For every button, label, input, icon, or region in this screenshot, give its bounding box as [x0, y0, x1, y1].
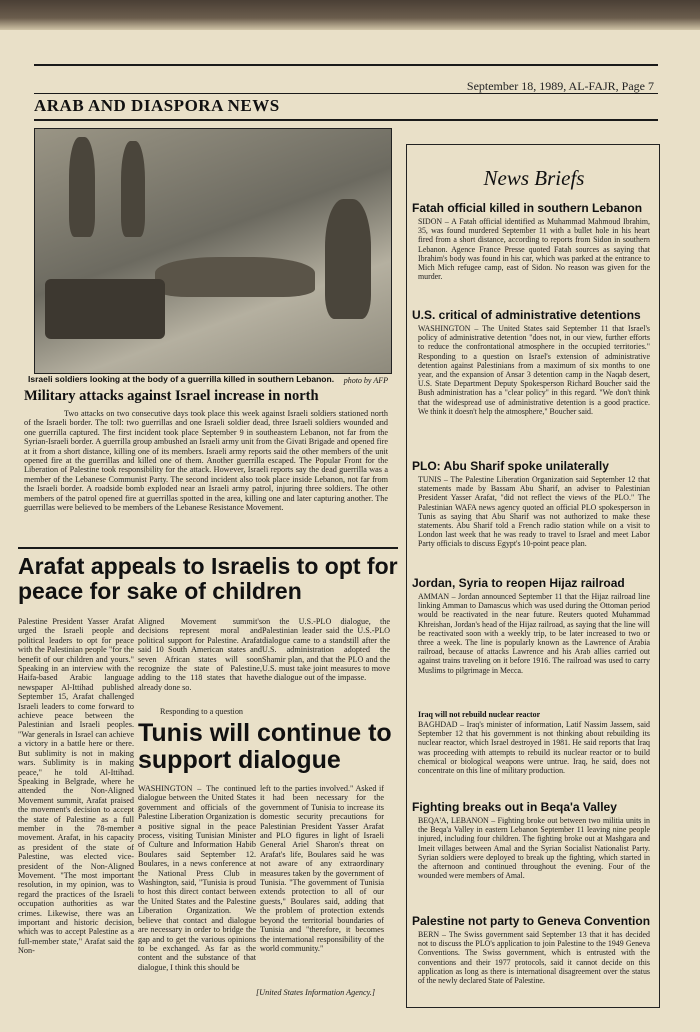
brief5-body: BAGHDAD – Iraq's minister of information, Latif Nassim Jassem, said September 12 that his government is not thinking about rebuilding its nuclear reactor, which Israel destroyed in 1981. He said reports that Iraq was proceeding with attempts to rebuild its nuclear reactor or to build chemical or biological weapons were untrue. Iraq, he said, does not concentrate on this line of military production.	[418, 720, 650, 776]
page-binding	[0, 0, 700, 30]
article3-col1: WASHINGTON – The continued dialogue between the United States government and officials of the Palestine Liberation Organization is a positive signal in the peace process, visiting Tunisian Minister of Culture and Information Habib Boulares said September 12. Boulares, in a news conference at the National Press Club in Washington, said, "Tunisia is proud to host this direct contact between the United States and the Palestine Liberation Organization. We believe that contact and dialogue are necessary in order to bridge the gap and to get the various opinions to be exchanged. As far as the content and the substance of that dialogue, I think this should be	[138, 784, 256, 972]
brief3-body: TUNIS – The Palestine Liberation Organization said September 12 that statements made by Bassam Abu Sharif, an adviser to Palestinian President Yasser Arafat, "did not reflect the views of the PLO." The Palestinian WAFA news agency quoted an official PLO spokesperson in Tunis as saying that Abu Sharif was not authorized to make these statements. Abu Sharif told a French radio station while on a visit to London last week that he was ready to travel to Israel and meet Labor Party officials to discuss Egypt's 10-point peace plan.	[418, 475, 650, 549]
section-title: ARAB AND DIASPORA NEWS	[34, 96, 280, 115]
photo-credit: photo by AFP	[343, 376, 388, 385]
top-rule	[34, 64, 658, 66]
article3-col2: left to the parties involved." Asked if it had been necessary for the government of Tunisia to increase its domestic security precautions for Palestinian President Yasser Arafat and PLO figures in light of Israeli General Ariel Sharon's threat on Arafat's life, Boulares said he was not aware of any extraordinary measures taken by the government of Tunisia. "The government of Tunisia extends protection to all of our guests," Boulares said, adding that the problem of protection extends beyond the territorial boundaries of Tunisia and "therefore, it becomes the international responsibility of the world community."	[260, 784, 384, 953]
article1-headline: Military attacks against Israel increase in north	[24, 388, 319, 404]
news-briefs-title: News Briefs	[483, 166, 585, 190]
brief1-body: SIDON – A Fatah official identified as Muhammad Mahmoud Ibrahim, 35, was found murdered September 11 with a bullet hole in his heart fired from a short distance, according to reports from Sidon in southern Lebanon. Agence France Presse quoted Fatah sources as saying that Ibrahim's body was found in his car, which was parked at the entrance to Mich Mich refugee camp, east of Sidon. No reason was given for the murder.	[418, 217, 650, 282]
brief5-headline: Iraq will not rebuild nuclear reactor	[418, 710, 541, 719]
news-photo	[34, 128, 392, 374]
photo-caption: Israeli soldiers looking at the body of a guerrilla killed in southern Lebanon.	[28, 374, 335, 384]
article3-credit: [United States Information Agency.]	[256, 988, 376, 997]
soldier-figure	[121, 141, 145, 237]
brief7-body: BERN – The Swiss government said September 13 that it has decided not to discuss the PLO's application to join Palestine to the 1949 Geneva Conventions. The Swiss government, which is entrusted with the conventions and their 1977 protocols, said it cannot decide on this application as long as there is international disagreement over the status of the newly declared State of Palestine.	[418, 930, 650, 986]
section-rule	[34, 119, 658, 121]
brief7-headline: Palestine not party to Geneva Convention	[412, 914, 651, 928]
article2-col2: Aligned Movement summit's decisions represent moral and political support for Palestine. Arafat said 10 South American states and seven African states will soon recognize the state of Palestine, adding to the 118 states that have already done so.	[138, 617, 262, 692]
soldier-figure	[69, 137, 95, 237]
brief2-headline: U.S. critical of administrative detentions	[412, 308, 641, 322]
article2-headline: Arafat appeals to Israelis to opt for peace for sake of children	[18, 553, 398, 604]
brief1-headline: Fatah official killed in southern Lebanon	[412, 201, 643, 215]
brief6-headline: Fighting breaks out in Beqa'a Valley	[412, 800, 617, 814]
article2-col1: Palestine President Yasser Arafat urged the Israeli people and political leaders to opt for peace with the Palestinian people "for the benefit of our children and yours." Speaking in an interview with the Haifa-based Arabic language newspaper Al-Ittihad published September 15, Arafat challenged Israeli leaders to come forward to achieve peace between the Palestinian and Israeli peoples. "War generals in Israel can achieve a victory in a battle here or there. But sublimity is not in making wars. Sublimity is in making peace," he told Al-Ittihad. Speaking in Belgrade, where he attended the Non-Aligned Movement summit, Arafat praised the movement's decision to accept the state of Palestine as a full member in the 78-member movement. Arafat, in his capacity as president of the state of Palestine, was elected vice-president of the Non-Aligned Movement. "The most important resolution, in my opinion, was to regard the practices of the Israeli occupation authorities as war crimes. Likewise, there was an important and historic decision, which was to accept Palestine as a full-member state," Arafat said the Non-	[18, 617, 134, 956]
dateline: September 18, 1989, AL-FAJR, Page 7	[466, 79, 654, 93]
article2-jump: Responding to a question	[160, 707, 244, 716]
brief2-body: WASHINGTON – The United States said September 11 that Israel's policy of administrative detention "does not, in our view, further efforts to reduce the confrontational atmosphere in the occupied territories." Responding to a question on Israel's extension of administrative detention against Palestinians from a maximum of six months to one year, and the expansion of Ansar 3 detention camp in the Naqab desert, U.S. State Department Deputy Spokesperson Richard Boucher said the Bush administration has a "clear policy" in this regard. "We don't think that the widespread use of administrative detention is a good practice. We think it doesn't help the atmosphere," Boucher said.	[418, 324, 650, 416]
header-rule	[34, 93, 658, 94]
brief4-body: AMMAN – Jordan announced September 11 that the Hijaz railroad line linking Amman to Damascus which was used during the Ottoman period would be reactivated in the near future. Reuters quoted Muhammad Khreishan, Jordan's head of the Hijaz railroad, as saying that the line will be reactivated soon with a weekly trip, to be later increased to two or three a week. The line is popularly known as the Lawrence of Arabia railroad, because of attacks Lawrence and his Arab allies carried out against trains traveling on it before 1916. The railroad was used to carry Muslims to pilgrimage in Mecca.	[418, 592, 650, 675]
article1-body: Two attacks on two consecutive days took place this week against Israeli soldiers stationed north of the Israeli border. The toll: two guerrillas and one Israeli soldier dead, three Israeli soldiers wounded and one guerrilla captured. The first incident took place September 9 in southeastern Lebanon, not far from the Syrian-Israeli border. A guerrilla group ambushed an Israeli army unit from the Givati Brigade and opened fire at it from a short distance, killing one of its members. Israeli army reports said the other members of the unit opened fire at the guerrillas and killed one of them. Another guerrilla escaped. The Popular Front for the Liberation of Palestine took responsibility for the attack. However, Israeli reports say the dead guerrilla was a member of the Lebanese Communist Party. The second incident also took place inside Lebanon, not far from the Israeli border. A roadside bomb exploded near an Israeli army patrol, injuring three soldiers. The other members of the patrol opened fire at guerrillas spotted in the area, killing one and later capturing another. The guerrillas were believed to be members of the Lebanese Resistance Movement.	[24, 409, 388, 513]
body-on-ground	[155, 257, 315, 297]
soldier-figure	[325, 199, 371, 319]
brief6-body: BEQA'A, LEBANON – Fighting broke out between two militia units in the Beqa'a Valley in eastern Lebanon September 11 leaving nine people injured, including four children. The fighting broke out at Mashgara and Imeit villages between Amal and the Syrian Socialist Nationalist Party. Syrian soldiers were deployed to break up the fighting, which started in the afternoon and continued throughout the evening. Four of the wounded were members of Amal.	[418, 816, 650, 881]
article3-headline: Tunis will continue to support dialogue	[138, 719, 392, 774]
article2-col3: on the U.S.-PLO dialogue, the Palestinian leader said the U.S.-PLO dialogue came to a standstill after the U.S. administration adopted the Shamir plan, and that the PLO and the U.S. must take joint measures to move the dialogue out of the impasse.	[262, 617, 390, 683]
article1-rule	[18, 547, 398, 549]
brief4-headline: Jordan, Syria to reopen Hijaz railroad	[412, 576, 625, 590]
brief3-headline: PLO: Abu Sharif spoke unilaterally	[412, 459, 609, 473]
weapons-on-ground	[45, 279, 165, 339]
